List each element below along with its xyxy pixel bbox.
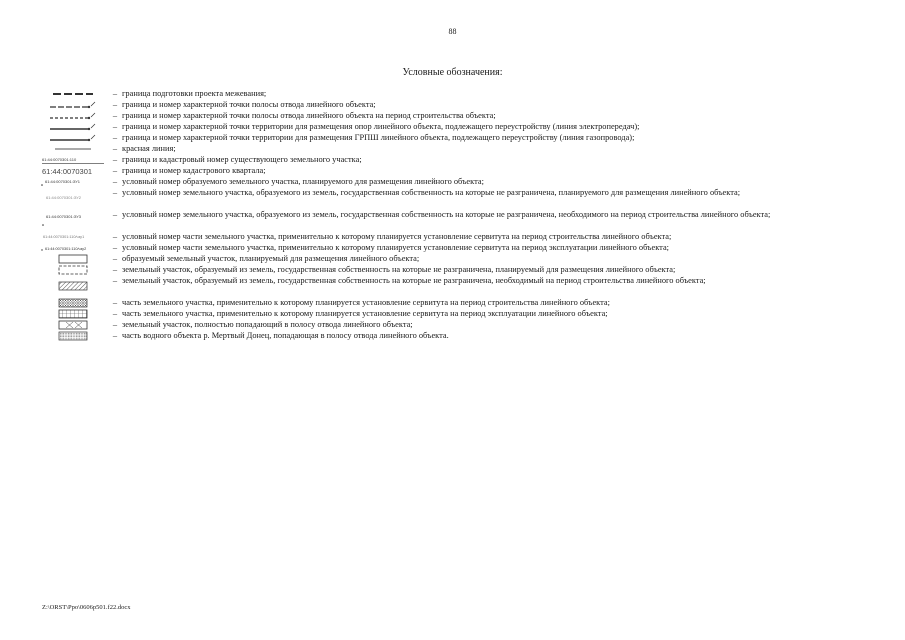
formed-parcel-area-icon [38,253,108,264]
water-body-part-icon [38,330,108,341]
svg-text:61:44:0070301:ЗУ1: 61:44:0070301:ЗУ1 [45,178,80,184]
legend-item-text: условный номер земельного участка, образуемого из земель, государственная собственность на которые не разграничена, необходимого на период строительства линейного объекта; [122,210,771,219]
legend-item-text: граница и номер характерной точки территории для размещения ГРПШ линейного объекта, подлежащего переустройству (линия газопровода); [122,133,635,142]
svg-text:61:44:0070301: 61:44:0070301 [42,166,93,176]
legend-item-text: граница и номер кадастрового квартала; [122,166,266,175]
legend-item-text: граница и номер характерной точки полосы отвода линейного объекта; [122,100,376,109]
page-number: 88 [448,27,457,36]
legend-item-text: часть водного объекта р. Мертвый Донец, попадающая в полосу отвода линейного объекта. [122,331,449,340]
svg-text:61:44:0070301:ЗУ2: 61:44:0070301:ЗУ2 [46,195,81,200]
legend-item: – граница и номер характерной точки полосы отвода линейного объекта; [38,99,868,110]
legend-item-text: земельный участок, образуемый из земель, государственная собственность на которые не разграничена, планируемый для размещения линейного объекта; [122,265,676,274]
legend-item: – часть земельного участка, применительно к которому планируется установление сервитута на период строительства линейного объекта; [38,297,868,308]
legend-item-text: условный номер земельного участка, образуемого из земель, государственная собственность на которые не разграничена, планируемого для размещения линейного объекта; [122,188,741,197]
legend-item: – земельный участок, образуемый из земель, государственная собственность на которые не разграничена, планируемый для размещения линейного объекта; [38,264,868,275]
legend-item: 61:44:0070301:ЗУ3 – условный номер земельного участка, образуемого из земель, государственная собственность на которые не разграничена, необходимого на период строительства линейного объекта; [38,209,868,231]
servitude-construction-area-icon [38,297,108,308]
state-land-construction-number-icon [38,209,108,231]
formed-parcel-number-icon [38,176,108,187]
legend-item: – красная линия; [38,143,868,154]
legend-item-text: земельный участок, образуемый из земель, государственная собственность на которые не разграничена, необходимый на период строительства линейного объекта; [122,276,706,285]
legend-item: – часть земельного участка, применительно к которому планируется установление сервитута на период эксплуатации линейного объекта; [38,308,868,319]
cadastral-block-icon [38,165,108,176]
legend-item: 61:44:0070301:ЗУ2 – условный номер земельного участка, образуемого из земель, государственная собственность на которые не разграничена, планируемого для размещения линейного объекта; [38,187,868,209]
legend-item: – земельный участок, полностью попадающий в полосу отвода линейного объекта; [38,319,868,330]
boundary-point-dashed-icon [38,99,108,110]
red-line-icon [38,143,108,154]
legend-item-text: условный номер части земельного участка, применительно к которому планируется установление сервитута на период эксплуатации линейного объекта; [122,243,669,252]
legend-item-text: граница и номер характерной точки полосы отвода линейного объекта на период строительства объекта; [122,111,496,120]
svg-text:61:44:0070301:ЗУ3: 61:44:0070301:ЗУ3 [46,214,81,219]
svg-text:61:44:0070301:110: 61:44:0070301:110 [42,156,77,162]
legend-item: – часть водного объекта р. Мертвый Донец, попадающая в полосу отвода линейного объекта. [38,330,868,341]
legend-item-text: красная линия; [122,144,176,153]
legend-item: – образуемый земельный участок, планируемый для размещения линейного объекта; [38,253,868,264]
legend-item-text: граница и номер характерной точки территории для размещения опор линейного объекта, подлежащего переустройству (линия электропередач); [122,122,640,131]
legend-item: 61:44:0070301:110/чзу1 – условный номер части земельного участка, применительно к которому планируется установление сервитута на период строительства линейного объекта; [38,231,868,242]
legend-item-text: часть земельного участка, применительно к которому планируется установление сервитута на период эксплуатации линейного объекта; [122,309,608,318]
state-land-construction-area-icon [38,275,108,297]
cadastral-parcel-icon [38,154,108,165]
legend-item-text: условный номер образуемого земельного участка, планируемого для размещения линейного объекта; [122,177,484,186]
state-land-planned-area-icon [38,264,108,275]
boundary-point-construction-icon [38,110,108,121]
legend-item: 61:44:0070301:110/чзу2 – условный номер части земельного участка, применительно к которому планируется установление сервитута на период эксплуатации линейного объекта; [38,242,868,253]
legend-item: – граница и номер характерной точки полосы отвода линейного объекта на период строительства объекта; [38,110,868,121]
legend-list [38,88,868,341]
svg-text:61:44:0070301:110/чзу2: 61:44:0070301:110/чзу2 [45,246,87,251]
legend-item: – граница подготовки проекта межевания; [38,88,868,99]
state-land-planned-number-icon [38,187,108,209]
boundary-dashed-icon [38,88,108,99]
legend-item-text: образуемый земельный участок, планируемый для размещения линейного объекта; [122,254,420,263]
legend-item: 61:44:0070301:110 – граница и кадастровый номер существующего земельного участка; [38,154,868,165]
legend-item-text: условный номер части земельного участка, применительно к которому планируется установление сервитута на период строительства линейного объекта; [122,232,672,241]
servitude-operation-number-icon [38,242,108,253]
legend-item-text: часть земельного участка, применительно к которому планируется установление сервитута на период строительства линейного объекта; [122,298,610,307]
legend-item: – граница и номер характерной точки территории для размещения ГРПШ линейного объекта, подлежащего переустройству (линия газопровода); [38,132,868,143]
legend-item: – земельный участок, образуемый из земель, государственная собственность на которые не разграничена, необходимый на период строительства линейного объекта; [38,275,868,297]
legend-title: Условные обозначения: [402,67,503,78]
legend-item: – граница и номер характерной точки территории для размещения опор линейного объекта, подлежащего переустройству (линия электропередач); [38,121,868,132]
legend-item-text: земельный участок, полностью попадающий в полосу отвода линейного объекта; [122,320,413,329]
legend-item: 61:44:0070301:ЗУ1 – условный номер образуемого земельного участка, планируемого для размещения линейного объекта; [38,176,868,187]
servitude-construction-number-icon [38,231,108,242]
file-path-footer: Z:\ORST\Ppo\0606p501.f22.docx [42,604,131,611]
svg-text:61:44:0070301:110/чзу1: 61:44:0070301:110/чзу1 [43,234,85,239]
legend-item-text: граница и кадастровый номер существующего земельного участка; [122,155,362,164]
legend-item-text: граница подготовки проекта межевания; [122,89,267,98]
boundary-point-power-line-icon [38,121,108,132]
servitude-operation-area-icon [38,308,108,319]
legend-item: 61:44:0070301 – граница и номер кадастрового квартала; [38,165,868,176]
right-of-way-parcel-icon [38,319,108,330]
boundary-point-gas-icon [38,132,108,143]
